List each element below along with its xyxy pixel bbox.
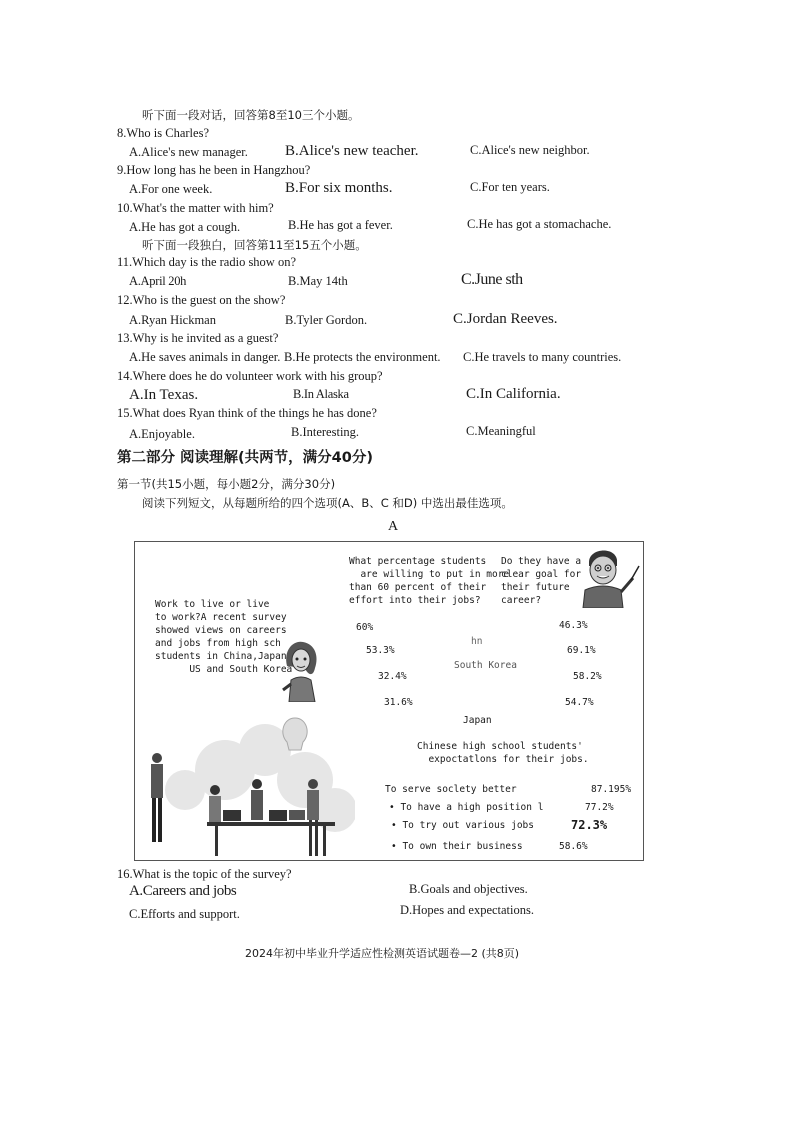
label-japan: Japan bbox=[463, 715, 492, 726]
goal-question: Do they have a clear goal for their future career? bbox=[501, 556, 582, 606]
left-pct-3: 31.6% bbox=[384, 697, 413, 708]
expectation-4-label: • To own their business bbox=[391, 841, 523, 852]
question-14: 14.Where does he do volunteer work with his group? bbox=[117, 369, 383, 383]
part2-title: 第二部分 阅读理解(共两节，满分40分) bbox=[117, 450, 373, 466]
q10-option-b: B.He has got a fever. bbox=[288, 218, 393, 232]
left-pct-2: 32.4% bbox=[378, 671, 407, 682]
expectation-3-value: 72.3% bbox=[571, 818, 608, 832]
q14-option-b: B.In Alaska bbox=[293, 387, 349, 401]
q9-option-a: A.For one week. bbox=[129, 182, 213, 196]
label-south-korea: South Korea bbox=[454, 660, 517, 671]
q16-option-a: A.Careers and jobs bbox=[129, 883, 237, 899]
question-12: 12.Who is the guest on the show? bbox=[117, 293, 286, 307]
expectation-4-value: 58.6% bbox=[559, 841, 588, 852]
q15-option-b: B.Interesting. bbox=[291, 425, 360, 439]
reading-instructions: 阅读下列短文，从每题所给的四个选项(A、B、C 和D) 中选出最佳选项。 bbox=[142, 496, 513, 510]
passage-label: A bbox=[388, 519, 399, 534]
question-16: 16.What is the topic of the survey? bbox=[117, 867, 292, 881]
q12-option-c: C.Jordan Reeves. bbox=[453, 311, 558, 327]
label-hn: hn bbox=[471, 636, 483, 647]
q10-option-a: A.He has got a cough. bbox=[129, 220, 241, 234]
q12-option-b: B.Tyler Gordon. bbox=[285, 313, 368, 327]
q8-option-c: C.Alice's new neighbor. bbox=[470, 143, 590, 157]
survey-infographic bbox=[134, 541, 644, 861]
q8-option-b: B.Alice's new teacher. bbox=[285, 143, 419, 159]
infographic-intro: Work to live or live to work?A recent survey showed views on careers and jobs from high sch students in China,Japan US and South Korea bbox=[155, 599, 293, 675]
q15-option-c: C.Meaningful bbox=[466, 424, 536, 438]
dialogue-intro: 听下面一段对话，回答第8至10三个小题。 bbox=[142, 108, 360, 122]
woman-illustration bbox=[281, 638, 323, 702]
right-pct-3: 58.2% bbox=[573, 671, 602, 682]
question-8: 8.Who is Charles? bbox=[117, 126, 209, 140]
section1-title: 第一节(共15小题，每小题2分，满分30分) bbox=[117, 477, 336, 491]
q14-option-c: C.In California. bbox=[466, 386, 561, 402]
standing-man bbox=[151, 753, 163, 842]
q11-option-b: B.May 14th bbox=[288, 274, 348, 288]
q12-option-a: A.Ryan Hickman bbox=[129, 313, 216, 327]
page-footer: 2024年初中毕业升学适应性检测英语试题卷—2 (共8页) bbox=[245, 947, 520, 960]
expectation-2-value: 77.2% bbox=[585, 802, 614, 813]
right-pct-4: 54.7% bbox=[565, 697, 594, 708]
q15-option-a: A.Enjoyable. bbox=[129, 427, 195, 441]
question-9: 9.How long has he been in Hangzhou? bbox=[117, 163, 311, 177]
expectation-1-value: 87.195% bbox=[591, 784, 632, 795]
q8-option-a: A.Alice's new manager. bbox=[129, 145, 248, 159]
right-pct-1: 46.3% bbox=[559, 620, 588, 631]
q9-option-c: C.For ten years. bbox=[470, 180, 550, 194]
question-15: 15.What does Ryan think of the things he has done? bbox=[117, 406, 377, 420]
q11-option-c: C.June sth bbox=[461, 271, 523, 288]
q16-option-d: D.Hopes and expectations. bbox=[400, 903, 534, 917]
expectation-1-label: To serve soclety better bbox=[385, 784, 517, 795]
right-pct-2: 69.1% bbox=[567, 645, 596, 656]
q16-option-c: C.Efforts and support. bbox=[129, 907, 240, 921]
expectations-title: Chinese high school students' expoctatlons for their jobs. bbox=[417, 741, 589, 765]
q13-option-b: B.He protects the environment. bbox=[284, 350, 441, 364]
q14-option-a: A.In Texas. bbox=[129, 387, 199, 403]
monologue-intro: 听下面一段独白，回答第11至15五个小题。 bbox=[142, 238, 367, 252]
question-10: 10.What's the matter with him? bbox=[117, 201, 274, 215]
q13-option-c: C.He travels to many countries. bbox=[463, 350, 622, 364]
q9-option-b: B.For six months. bbox=[285, 180, 393, 196]
question-11: 11.Which day is the radio show on? bbox=[117, 255, 297, 269]
office-scene-illustration bbox=[145, 710, 355, 860]
expectation-2-label: • To have a high position l bbox=[389, 802, 544, 813]
pct-60: 60% bbox=[356, 622, 374, 633]
q16-option-b: B.Goals and objectives. bbox=[409, 882, 528, 896]
question-13: 13.Why is he invited as a guest? bbox=[117, 331, 279, 345]
effort-question: What percentage students are willing to put in more than 60 percent of their effort into their jobs? bbox=[349, 556, 510, 606]
expectation-3-label: • To try out various jobs bbox=[391, 820, 534, 831]
q10-option-c: C.He has got a stomachache. bbox=[467, 217, 612, 231]
left-pct-1: 53.3% bbox=[366, 645, 395, 656]
q13-option-a: A.He saves animals in danger. bbox=[129, 350, 281, 364]
q11-option-a: A.April 20h bbox=[129, 274, 187, 288]
teacher-illustration bbox=[575, 544, 641, 608]
